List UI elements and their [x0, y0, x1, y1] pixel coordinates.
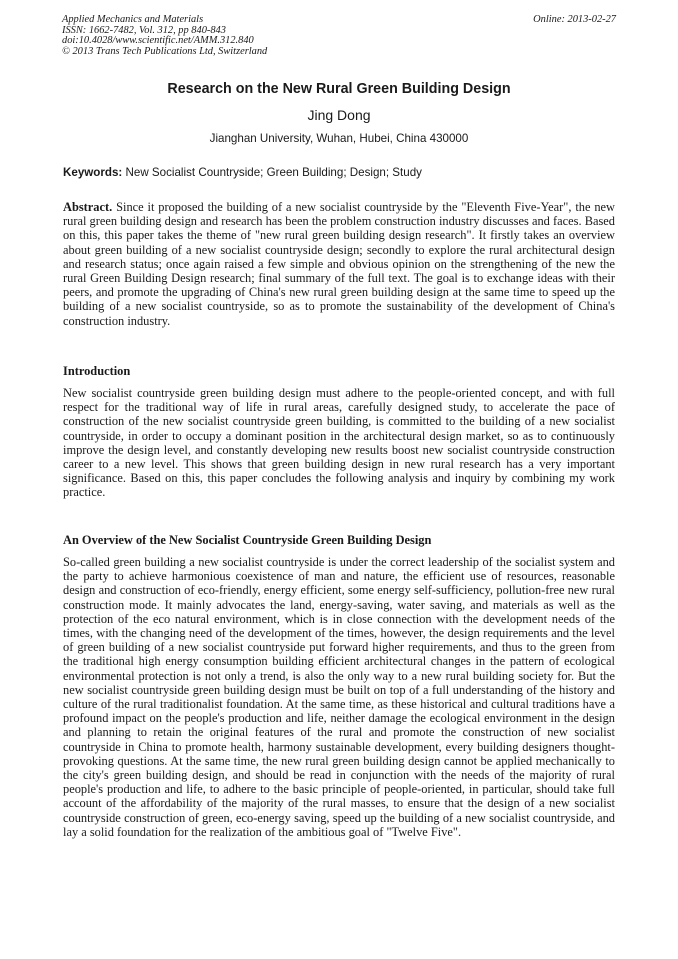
- introduction-section: [63, 386, 615, 500]
- abstract-section: [63, 200, 615, 328]
- journal-info: [62, 15, 267, 57]
- overview-heading: An Overview of the New Socialist Countryside Green Building Design: [63, 533, 432, 547]
- keywords-text: New Socialist Countryside; Green Building; Design; Study: [125, 166, 422, 179]
- journal-name: Applied Mechanics and Materials: [62, 14, 204, 25]
- copyright-line: © 2013 Trans Tech Publications Ltd, Switzerland: [62, 45, 268, 57]
- abstract-label: Abstract.: [63, 200, 113, 214]
- overview-text: So-called green building a new socialist countryside is under the correct leadership of the socialist system and the party to achieve harmonious coexistence of man and nature, the efficient use of resources, reasonable design and construction of eco-friendly, energy efficient, some energy self-sufficiency, pollution-free new rural construction mode. It mainly advocates the land, energy-saving, water saving, and materials as well as the protection of the eco natural environment, which is in close connection with the development needs of the times, with the changing need of the development of the times, however, the design requirements and the level of green building of a new socialist countryside put forward higher requirements, and thus to the green from the traditional high energy consumption building efficient architectural changes in the pattern of ecological environmental protection is not only a trend, is also the only way to a new rural building society for. But the new socialist countryside green building design must be built on top of a full understanding of the history and culture of the rural traditionalist foundation. At the same time, as these historical and cultural traditions have a profound impact on the people's production and life, neither damage the ecological environment in the design and planning to retain the original features of the rural and promote the construction of new socialist countryside in China to promote health, harmony sustainable development, every building designers thought-provoking questions. At the same time, the new rural green building design cannot be applied mechanically to the city's green building design, and should be read in conjunction with the needs of the majority of rural people's production and life, to adhere to the basic principle of people-oriented, in particular, should take full account of the affordability of the majority of the rural masses, to ensure that the design of a new socialist countryside construction of green, eco-energy saving, speed up the building of a new socialist countryside, and lay a solid foundation for the realization of the ambitious goal of "Twelve Five".: [63, 555, 615, 839]
- issn-line: ISSN: 1662-7482, Vol. 312, pp 840-843: [62, 24, 226, 36]
- author-affiliation: Jianghan University, Wuhan, Hubei, China 430000: [209, 132, 469, 145]
- online-date: Online: 2013-02-27: [533, 14, 616, 25]
- introduction-text: New socialist countryside green building design must adhere to the people-oriented concept, and with full respect for the traditional way of life in rural areas, carefully designed study, to accelerate the pace of construction of the new socialist countryside green building, is committed to the building of a new socialist countryside, in order to occupy a dominant position in the architectural design market, so as to continuously improve the design level, and constantly developing new results boost new socialist countryside construction career to a new level. This shows that green building design in new rural research has a very important significance. Based on this, this paper concludes the following analysis and inquiry by combining my work practice.: [63, 386, 615, 500]
- paper-title: Research on the New Rural Green Building Design: [167, 81, 511, 97]
- paper-author: Jing Dong: [307, 107, 371, 123]
- introduction-heading: Introduction: [63, 364, 131, 378]
- keywords-label: Keywords:: [63, 166, 123, 179]
- overview-section: [63, 555, 615, 839]
- keywords-line: [63, 166, 623, 180]
- doi-line: doi:10.4028/www.scientific.net/AMM.312.840: [62, 35, 254, 46]
- abstract-text: Since it proposed the building of a new socialist countryside by the "Eleventh Five-Year", the new rural green building design and research has been the problem construction industry discusses and faces. Based on this, this paper takes the theme of "new rural green building design research". It firstly takes an overview about green building of a new socialist countryside design; secondly to explore the rural architectural design and research status; once again raised a few simple and obvious opinion on the strengthening of the new the rural Green Building Design research; final summary of the full text. The goal is to exchange ideas with their peers, and promote the upgrading of China's new rural green building design at the same time to speed up the building of a new socialist countryside, so as to promote the sustainability of the development of China's construction industry.: [63, 200, 615, 328]
